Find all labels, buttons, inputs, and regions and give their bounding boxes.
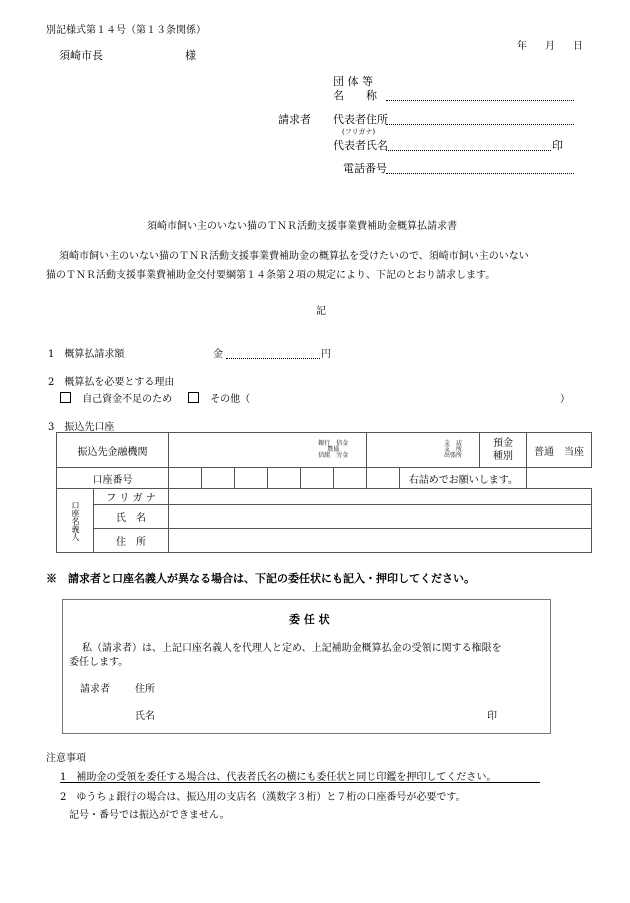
rep-address-label: 代表者住所 <box>333 113 388 126</box>
holder-name-label: 氏 名 <box>94 505 169 529</box>
item1-kin: 金 <box>213 349 223 360</box>
bank-types: 銀行 信金 農協 信組 労金 <box>301 433 367 468</box>
requester-label: 請求者 <box>278 113 311 126</box>
item3-label: 3 振込先口座 <box>48 422 115 433</box>
furigana-label: (フリガナ) <box>342 128 376 136</box>
delegation-notice: ※ 請求者と口座名義人が異なる場合は、下記の委任状にも記入・押印してください。 <box>46 572 475 585</box>
deposit-type-label: 預金 種別 <box>480 433 527 468</box>
checkbox-self-funds[interactable] <box>60 392 71 403</box>
delegation-text-2: 委任します。 <box>69 657 129 668</box>
reason-option-2[interactable] <box>188 390 250 405</box>
body-line-1: 須崎市飼い主のいない猫のＴＮＲ活動支援事業費補助金の概算払を受けたいので、須崎市飼い主のいない <box>59 251 529 262</box>
reason-option-1-label: 自己資金不足のため <box>82 394 173 405</box>
date-label: 年 月 日 <box>517 41 587 52</box>
notes-heading: 注意事項 <box>46 753 86 764</box>
item1-yen: 円 <box>321 349 331 360</box>
account-digit-6[interactable] <box>334 468 367 489</box>
phone-label: 電話番号 <box>343 162 387 175</box>
account-digit-7[interactable] <box>367 468 400 489</box>
holder-label: 口座名義人 <box>57 489 94 553</box>
holder-address-input[interactable] <box>169 529 592 553</box>
right-align-note: 右詰めでお願いします。 <box>400 468 527 489</box>
ki-heading: 記 <box>316 306 326 317</box>
amount-line[interactable] <box>226 358 320 359</box>
delegation-name-label: 氏名 <box>135 711 155 722</box>
holder-furigana-input[interactable] <box>169 489 592 505</box>
account-digit-3[interactable] <box>235 468 268 489</box>
account-digit-4[interactable] <box>268 468 301 489</box>
institution-input[interactable] <box>169 433 301 468</box>
delegation-address-label: 住所 <box>135 684 155 695</box>
body-line-2: 猫のＴＮＲ活動支援事業費補助金交付要綱第１４条第２項の規定により、下記のとおり請求します。 <box>46 270 496 281</box>
delegation-requester-label: 請求者 <box>80 684 110 695</box>
deposit-options[interactable]: 普通 当座 <box>527 433 592 468</box>
delegation-seal: 印 <box>487 711 497 722</box>
reason-close-paren: ） <box>560 394 570 405</box>
note-1-underline <box>60 782 540 783</box>
delegation-title: 委 任 状 <box>289 613 330 626</box>
org-name-line[interactable] <box>386 100 574 101</box>
reason-option-2-label: その他（ <box>210 394 251 405</box>
document-title: 須崎市飼い主のいない猫のＴＮＲ活動支援事業費補助金概算払請求書 <box>147 221 457 232</box>
account-digit-1[interactable] <box>169 468 202 489</box>
branch-types: 支 店 支 所 出張所 <box>427 433 480 468</box>
rep-name-line[interactable] <box>386 150 551 151</box>
note-1: 1 補助金の受領を委任する場合は、代表者氏名の横にも委任状と同じ印鑑を押印してください。 <box>60 772 497 783</box>
account-digit-5[interactable] <box>301 468 334 489</box>
bank-account-table <box>56 432 592 553</box>
item1-label: 1 概算払請求額 <box>48 349 125 360</box>
org-label: 団 体 等 <box>333 75 373 88</box>
rep-address-line[interactable] <box>386 124 574 125</box>
account-digit-2[interactable] <box>202 468 235 489</box>
item2-label: 2 概算払を必要とする理由 <box>48 377 175 388</box>
account-number-label: 口座番号 <box>57 468 169 489</box>
note-2-continued: 記号・番号では振込ができません。 <box>69 810 230 821</box>
phone-line[interactable] <box>386 173 574 174</box>
checkbox-other[interactable] <box>188 392 199 403</box>
rep-seal: 印 <box>552 139 563 152</box>
furigana-row-label: フ リ ガ ナ <box>94 489 169 505</box>
holder-address-label: 住 所 <box>94 529 169 553</box>
branch-input[interactable] <box>367 433 428 468</box>
rep-name-label: 代表者氏名 <box>333 139 388 152</box>
holder-name-input[interactable] <box>169 505 592 529</box>
note-2: 2 ゆうちょ銀行の場合は、振込用の支店名（漢数字３桁）と７桁の口座番号が必要です。 <box>60 792 466 803</box>
delegation-text-1: 私（請求者）は、上記口座名義人を代理人と定め、上記補助金概算払金の受領に関する権限を <box>82 643 502 654</box>
honorific: 様 <box>185 49 196 62</box>
org-name-label: 名 称 <box>333 89 377 102</box>
form-number: 別記様式第１４号（第１３条関係） <box>46 25 206 36</box>
institution-label: 振込先金融機関 <box>57 433 169 468</box>
reason-option-1[interactable] <box>60 390 172 405</box>
addressee: 須崎市長 <box>59 49 103 62</box>
